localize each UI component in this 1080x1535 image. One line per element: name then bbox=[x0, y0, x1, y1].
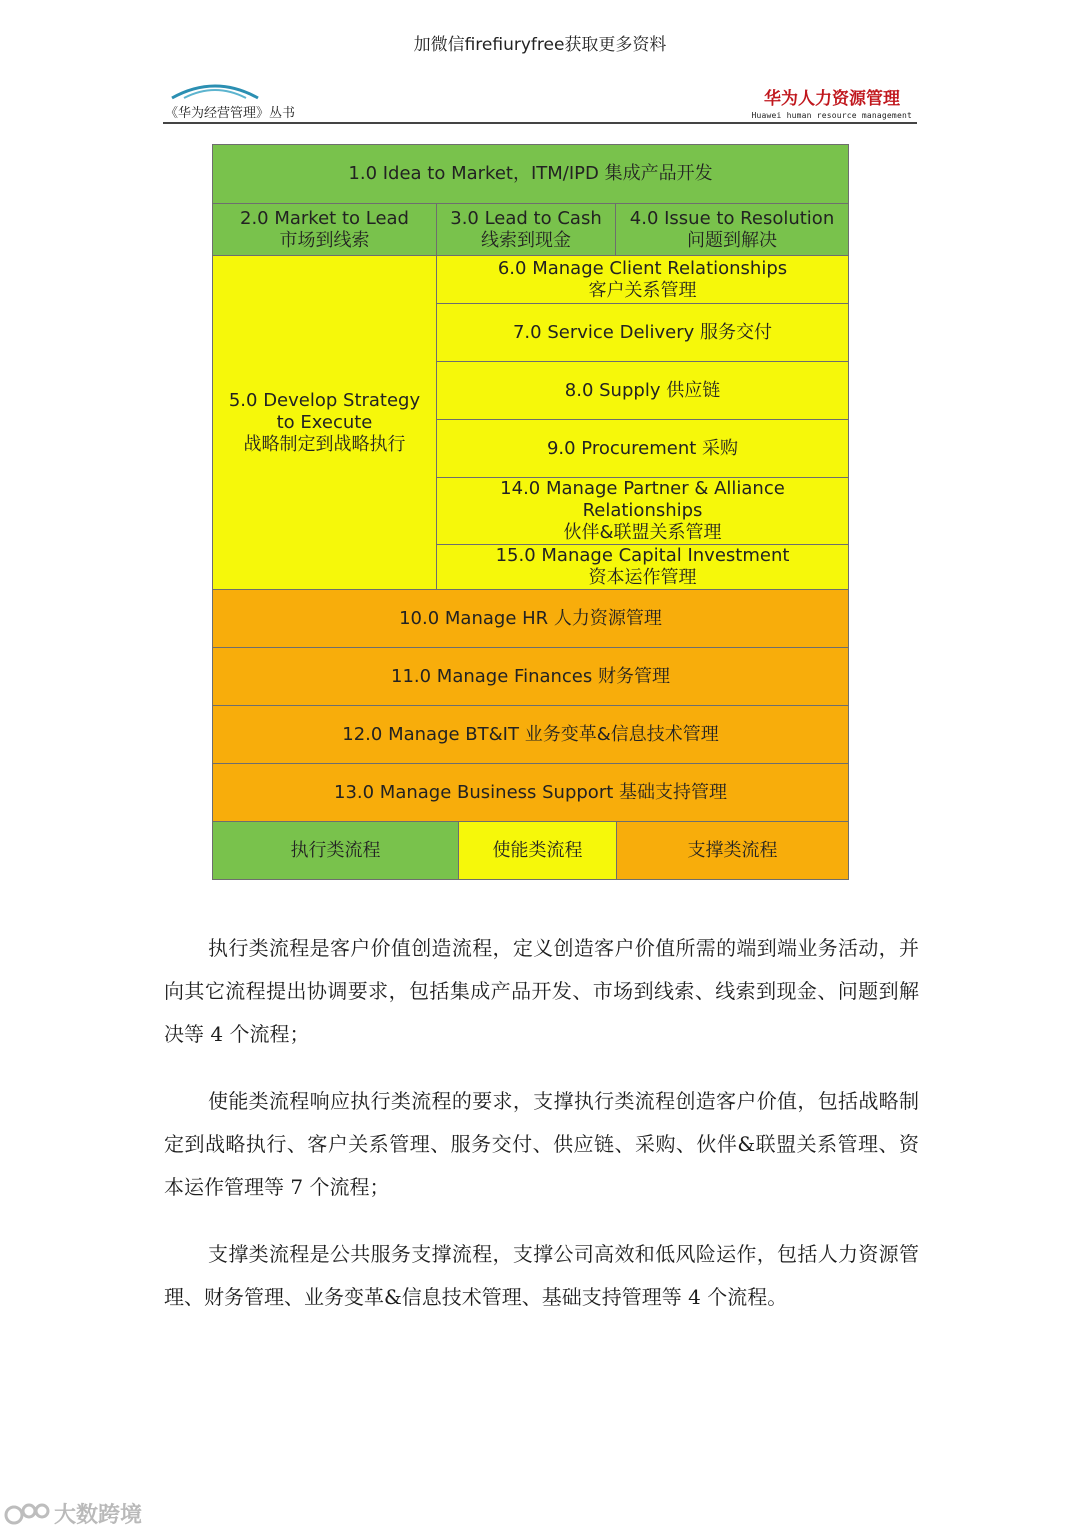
process-2-en: 2.0 Market to Lead bbox=[240, 207, 409, 229]
legend-execution-label: 执行类流程 bbox=[290, 839, 381, 861]
process-8-label: 8.0 Supply 供应链 bbox=[564, 379, 721, 401]
legend-support-label: 支撑类流程 bbox=[687, 839, 778, 861]
process-6-en: 6.0 Manage Client Relationships bbox=[497, 257, 788, 279]
process-architecture-diagram bbox=[212, 144, 849, 880]
process-2-market-to-lead bbox=[213, 204, 437, 256]
process-6-manage-client-relationships bbox=[437, 256, 848, 304]
process-14-manage-partner-alliance bbox=[437, 478, 848, 545]
process-9-label: 9.0 Procurement 采购 bbox=[546, 437, 739, 459]
process-15-cn: 资本运作管理 bbox=[588, 567, 697, 588]
process-13-manage-business-support bbox=[213, 764, 848, 822]
legend-enabling bbox=[459, 822, 617, 879]
legend-enabling-label: 使能类流程 bbox=[492, 839, 583, 861]
process-4-issue-to-resolution bbox=[616, 204, 848, 256]
process-5-en-line2: to Execute bbox=[276, 411, 373, 433]
paragraph-execution: 执行类流程是客户价值创造流程，定义创造客户价值所需的端到端业务活动，并向其它流程提出协调要求，包括集成产品开发、市场到线索、线索到现金、问题到解决等 4 个流程； bbox=[164, 936, 919, 1046]
process-10-label: 10.0 Manage HR 人力资源管理 bbox=[399, 607, 662, 629]
process-12-label: 12.0 Manage BT&IT 业务变革&信息技术管理 bbox=[342, 723, 719, 745]
process-5-cn: 战略制定到战略执行 bbox=[243, 433, 406, 455]
process-11-manage-finances bbox=[213, 648, 848, 706]
process-14-en-line2: Relationships bbox=[582, 500, 703, 521]
process-14-cn: 伙伴&联盟关系管理 bbox=[563, 522, 722, 543]
process-1-idea-to-market bbox=[213, 145, 848, 204]
watermark bbox=[4, 1498, 142, 1529]
watermark-logo-icon bbox=[4, 1501, 50, 1527]
process-8-supply bbox=[437, 362, 848, 420]
watermark-text: 大数跨境 bbox=[54, 1503, 143, 1528]
process-15-manage-capital-investment bbox=[437, 545, 848, 590]
process-13-label: 13.0 Manage Business Support 基础支持管理 bbox=[334, 781, 727, 803]
brand-title: 华为人力资源管理 bbox=[764, 89, 900, 109]
series-logo bbox=[170, 80, 260, 100]
process-1-label: 1.0 Idea to Market，ITM/IPD 集成产品开发 bbox=[348, 163, 713, 184]
process-10-manage-hr bbox=[213, 590, 848, 648]
paragraph-enabling: 使能类流程响应执行类流程的要求，支撑执行类流程创造客户价值，包括战略制定到战略执行、客户关系管理、服务交付、供应链、采购、伙伴&联盟关系管理、资本运作管理等 7 个流程； bbox=[164, 1089, 919, 1199]
process-15-en: 15.0 Manage Capital Investment bbox=[495, 545, 790, 566]
process-3-en: 3.0 Lead to Cash bbox=[450, 207, 602, 229]
process-14-en-line1: 14.0 Manage Partner & Alliance bbox=[500, 478, 785, 499]
process-2-cn: 市场到线索 bbox=[279, 229, 370, 251]
series-title: 《华为经营管理》丛书 bbox=[165, 106, 296, 121]
process-4-en: 4.0 Issue to Resolution bbox=[629, 207, 835, 229]
process-11-label: 11.0 Manage Finances 财务管理 bbox=[391, 665, 670, 687]
top-banner: 加微信fireﬁuryfree获取更多资料 bbox=[413, 35, 667, 55]
process-7-service-delivery bbox=[437, 304, 848, 362]
process-5-en-line1: 5.0 Develop Strategy bbox=[228, 389, 421, 411]
process-3-cn: 线索到现金 bbox=[481, 229, 571, 251]
process-5-develop-strategy bbox=[213, 256, 437, 590]
process-7-label: 7.0 Service Delivery 服务交付 bbox=[512, 321, 773, 343]
process-3-lead-to-cash bbox=[437, 204, 616, 256]
process-9-procurement bbox=[437, 420, 848, 478]
brand-subtitle: Huawei human resource management bbox=[751, 111, 912, 120]
legend-execution bbox=[213, 822, 459, 879]
process-6-cn: 客户关系管理 bbox=[588, 279, 697, 301]
header-divider bbox=[163, 122, 917, 124]
process-12-manage-bt-it bbox=[213, 706, 848, 764]
process-4-cn: 问题到解决 bbox=[687, 229, 777, 251]
paragraph-support: 支撑类流程是公共服务支撑流程，支撑公司高效和低风险运作，包括人力资源管理、财务管理、业务变革&信息技术管理、基础支持管理等 4 个流程。 bbox=[164, 1242, 919, 1309]
legend-support bbox=[617, 822, 848, 879]
